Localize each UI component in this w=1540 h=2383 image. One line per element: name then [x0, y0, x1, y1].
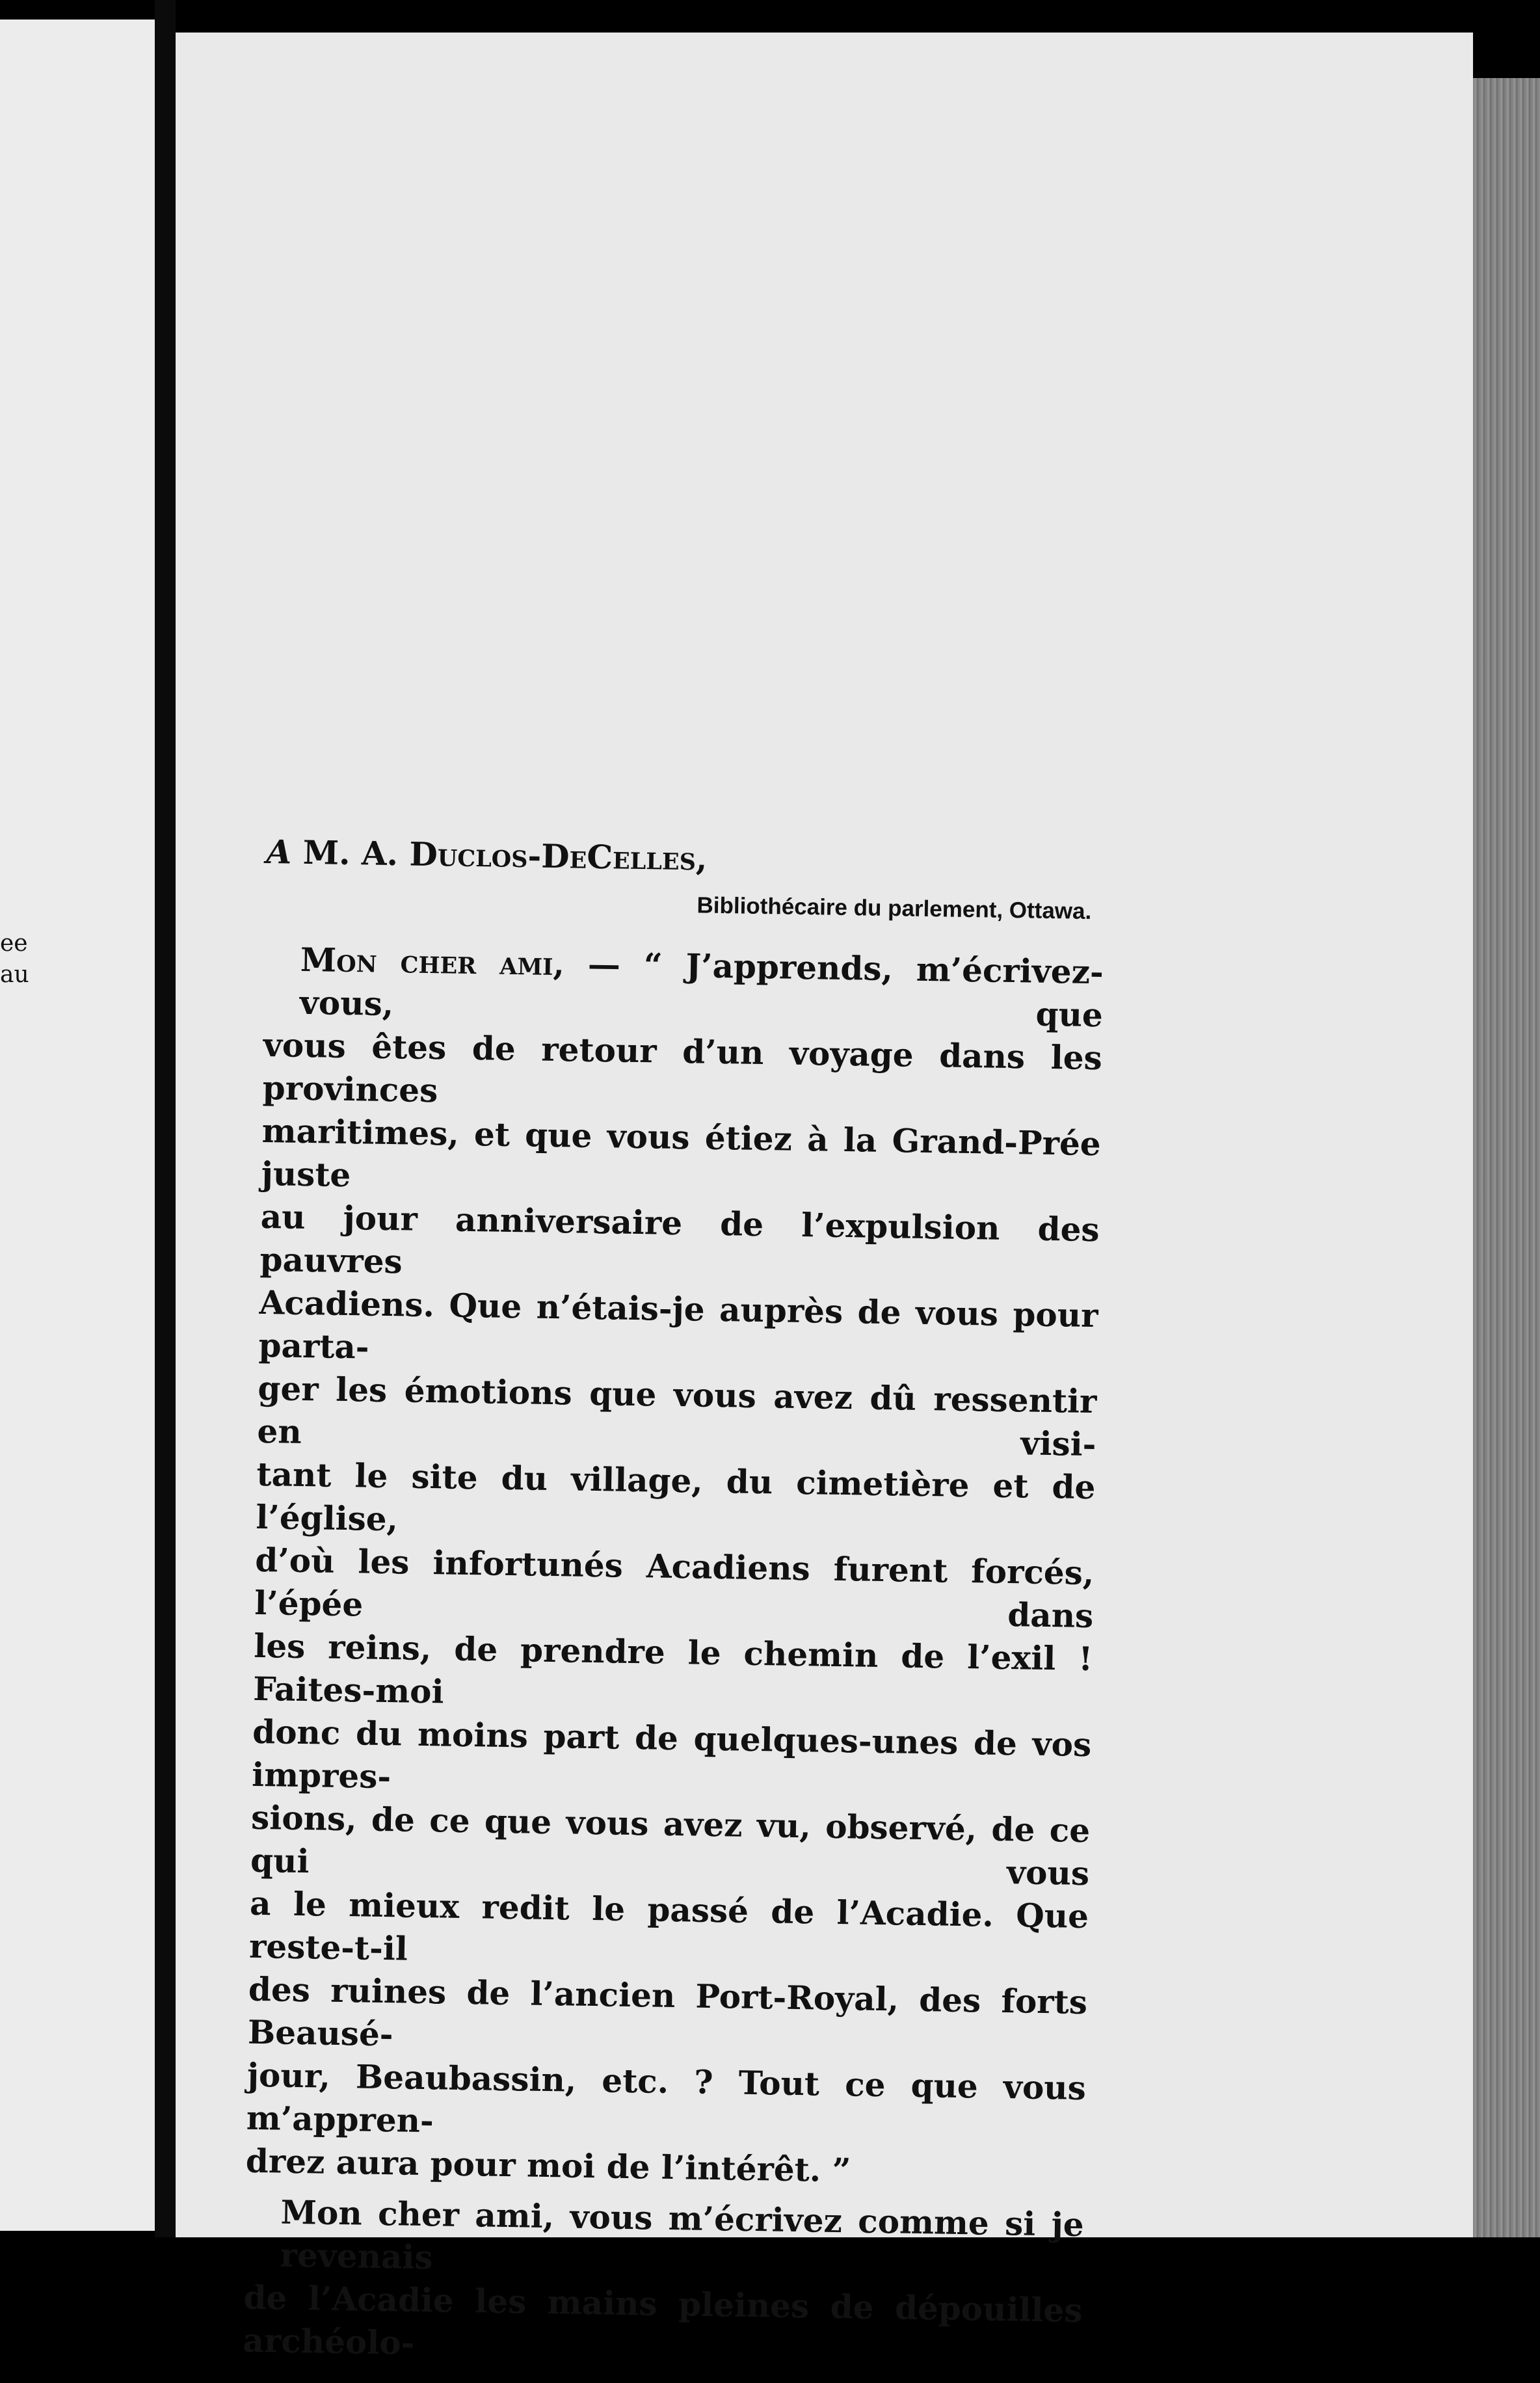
- text-line: jour, Beaubassin, etc. ? Tout ce que vous m’appren-: [246, 2055, 1087, 2140]
- text-line: Mon cher ami, vous m’écrivez comme si je revenais: [280, 2192, 1084, 2277]
- book-gutter: [155, 0, 176, 2237]
- dedication-name: M. A. Duclos-DeCelles,: [302, 832, 708, 878]
- letter-text: [243, 832, 1106, 2383]
- text-line: au jour anniversaire de l’expulsion des pauvres: [259, 1197, 1100, 1281]
- text-line: des ruines de l’ancien Port-Royal, des forts Beausé-: [247, 1969, 1088, 2054]
- book-page-edges: [1473, 78, 1540, 2237]
- text-line: vous êtes de retour d’un voyage dans les provinces: [262, 1025, 1103, 1110]
- previous-page-edge: [0, 20, 155, 2231]
- text-line: les reins, de prendre le chemin de l’exil ! Faites-moi: [252, 1626, 1093, 1711]
- text-line: drez aura pour moi de l’intérêt. ”: [245, 2141, 851, 2190]
- text-line: tant le site du village, du cimetière et de l’église,: [256, 1454, 1096, 1539]
- previous-page-fragment: ee: [0, 930, 28, 957]
- paragraph-2: [243, 2190, 1084, 2375]
- previous-page-fragment: au: [0, 961, 29, 988]
- text-line: ger les émotions que vous avez dû ressentir en visi-: [257, 1368, 1097, 1464]
- text-line: Mon cher ami, — “ J’apprends, m’écrivez-vous, que: [299, 940, 1104, 1035]
- text-line: donc du moins part de quelques-unes de vos impres-: [251, 1712, 1092, 1796]
- text-line: a le mieux redit le passé de l’Acadie. Que reste-t-il: [248, 1884, 1089, 1968]
- dedication-prefix: A: [266, 832, 292, 872]
- recipient-role: Bibliothécaire du parlement, Ottawa.: [697, 892, 1092, 924]
- text-line: Acadiens. Que n’étais-je auprès de vous pour parta-: [258, 1283, 1098, 1366]
- text-line: de l’Acadie les mains pleines de dépouilles archéolo-: [243, 2278, 1083, 2362]
- paragraph-1: [245, 938, 1104, 2196]
- text-line: maritimes, et que vous étiez à la Grand-Prée juste: [261, 1111, 1102, 1195]
- text-line: sions, de ce que vous avez vu, observé, de ce qui vous: [250, 1798, 1091, 1893]
- salutation: Mon cher ami,: [300, 940, 565, 983]
- text-line: d’où les infortunés Acadiens furent forcés, l’épée dans: [254, 1540, 1095, 1636]
